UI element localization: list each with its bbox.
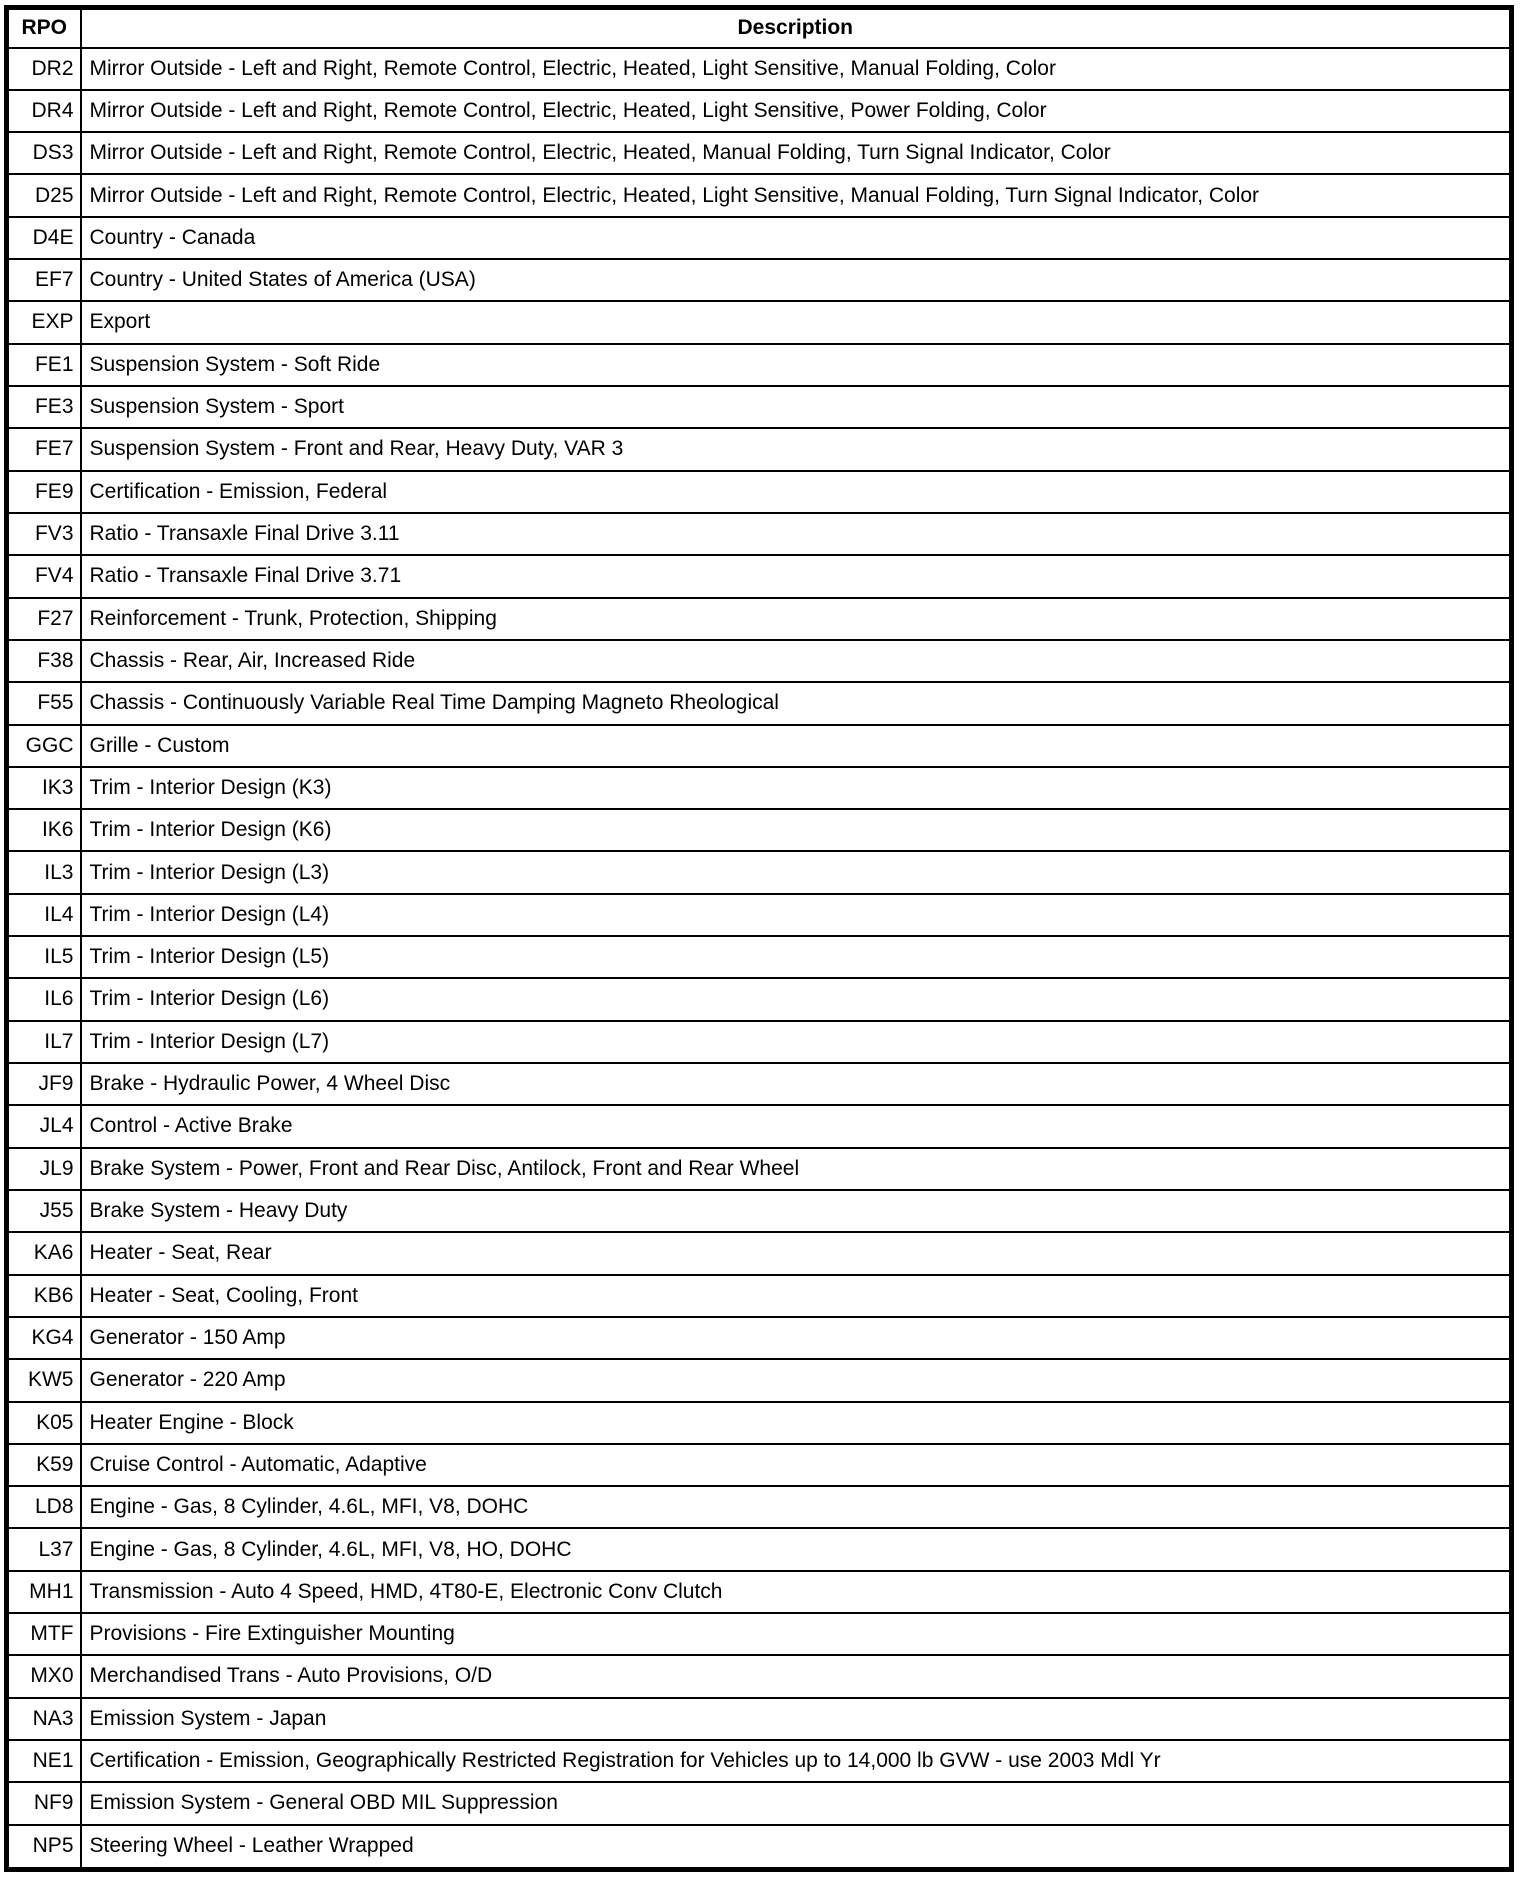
table-row: [7, 1613, 1512, 1655]
description-cell: Country - United States of America (USA): [81, 259, 1512, 301]
rpo-code-cell: NA3: [7, 1698, 81, 1740]
rpo-code-cell: D25: [7, 174, 81, 216]
rpo-code-cell: FV4: [7, 555, 81, 597]
description-cell: Mirror Outside - Left and Right, Remote Control, Electric, Heated, Light Sensitive, Manual Folding, Color: [81, 48, 1512, 90]
rpo-code-cell: KG4: [7, 1317, 81, 1359]
table-row: [7, 1148, 1512, 1190]
rpo-code-cell: J55: [7, 1190, 81, 1232]
rpo-code-cell: F27: [7, 598, 81, 640]
description-cell: Certification - Emission, Geographically Restricted Registration for Vehicles up to 14,000 lb GVW - use 2003 Mdl Yr: [81, 1740, 1512, 1782]
description-cell: Engine - Gas, 8 Cylinder, 4.6L, MFI, V8, HO, DOHC: [81, 1528, 1512, 1570]
description-cell: Ratio - Transaxle Final Drive 3.11: [81, 513, 1512, 555]
description-cell: Heater - Seat, Rear: [81, 1232, 1512, 1274]
table-row: [7, 1782, 1512, 1824]
description-cell: Mirror Outside - Left and Right, Remote Control, Electric, Heated, Light Sensitive, Manual Folding, Turn Signal Indicator, Color: [81, 174, 1512, 216]
rpo-code-cell: IL7: [7, 1021, 81, 1063]
rpo-code-cell: EF7: [7, 259, 81, 301]
table-row: [7, 1021, 1512, 1063]
table-row: [7, 428, 1512, 470]
description-cell: Trim - Interior Design (L3): [81, 851, 1512, 893]
rpo-code-cell: IK3: [7, 767, 81, 809]
table-row: [7, 1571, 1512, 1613]
table-row: [7, 809, 1512, 851]
description-cell: Reinforcement - Trunk, Protection, Shipping: [81, 598, 1512, 640]
description-cell: Emission System - Japan: [81, 1698, 1512, 1740]
table-row: [7, 90, 1512, 132]
rpo-code-cell: IL5: [7, 936, 81, 978]
rpo-code-cell: IL3: [7, 851, 81, 893]
table-row: [7, 174, 1512, 216]
table-row: [7, 1655, 1512, 1697]
rpo-code-cell: L37: [7, 1528, 81, 1570]
table-row: [7, 259, 1512, 301]
table-row: [7, 1105, 1512, 1147]
rpo-code-cell: K59: [7, 1444, 81, 1486]
rpo-code-cell: JF9: [7, 1063, 81, 1105]
rpo-code-cell: DR2: [7, 48, 81, 90]
table-row: [7, 1528, 1512, 1570]
table-row: [7, 471, 1512, 513]
table-row: [7, 767, 1512, 809]
table-row: [7, 1825, 1512, 1870]
rpo-code-cell: LD8: [7, 1486, 81, 1528]
rpo-code-cell: F38: [7, 640, 81, 682]
description-cell: Suspension System - Front and Rear, Heavy Duty, VAR 3: [81, 428, 1512, 470]
description-cell: Mirror Outside - Left and Right, Remote Control, Electric, Heated, Light Sensitive, Power Folding, Color: [81, 90, 1512, 132]
table-row: [7, 1359, 1512, 1401]
table-row: [7, 386, 1512, 428]
description-cell: Mirror Outside - Left and Right, Remote Control, Electric, Heated, Manual Folding, Turn Signal Indicator, Color: [81, 132, 1512, 174]
table-row: [7, 894, 1512, 936]
description-cell: Generator - 150 Amp: [81, 1317, 1512, 1359]
description-cell: Suspension System - Sport: [81, 386, 1512, 428]
description-cell: Steering Wheel - Leather Wrapped: [81, 1825, 1512, 1870]
rpo-code-cell: F55: [7, 682, 81, 724]
description-cell: Brake - Hydraulic Power, 4 Wheel Disc: [81, 1063, 1512, 1105]
description-column-header: Description: [81, 8, 1512, 48]
table-row: [7, 344, 1512, 386]
table-row: [7, 1063, 1512, 1105]
description-cell: Brake System - Heavy Duty: [81, 1190, 1512, 1232]
rpo-code-cell: NP5: [7, 1825, 81, 1870]
description-cell: Chassis - Continuously Variable Real Time Damping Magneto Rheological: [81, 682, 1512, 724]
description-cell: Heater Engine - Block: [81, 1402, 1512, 1444]
table-row: [7, 48, 1512, 90]
table-row: [7, 1317, 1512, 1359]
table-row: [7, 1444, 1512, 1486]
description-cell: Trim - Interior Design (L6): [81, 978, 1512, 1020]
table-row: [7, 682, 1512, 724]
rpo-code-cell: FV3: [7, 513, 81, 555]
rpo-code-cell: EXP: [7, 301, 81, 343]
rpo-code-cell: IK6: [7, 809, 81, 851]
description-cell: Trim - Interior Design (K3): [81, 767, 1512, 809]
description-cell: Merchandised Trans - Auto Provisions, O/D: [81, 1655, 1512, 1697]
description-cell: Chassis - Rear, Air, Increased Ride: [81, 640, 1512, 682]
rpo-code-cell: FE7: [7, 428, 81, 470]
description-cell: Transmission - Auto 4 Speed, HMD, 4T80-E, Electronic Conv Clutch: [81, 1571, 1512, 1613]
table-row: [7, 301, 1512, 343]
rpo-code-cell: KA6: [7, 1232, 81, 1274]
description-cell: Cruise Control - Automatic, Adaptive: [81, 1444, 1512, 1486]
rpo-code-cell: IL4: [7, 894, 81, 936]
table-row: [7, 217, 1512, 259]
rpo-code-cell: D4E: [7, 217, 81, 259]
rpo-code-cell: NF9: [7, 1782, 81, 1824]
table-row: [7, 640, 1512, 682]
description-cell: Grille - Custom: [81, 725, 1512, 767]
table-row: [7, 936, 1512, 978]
description-cell: Engine - Gas, 8 Cylinder, 4.6L, MFI, V8, DOHC: [81, 1486, 1512, 1528]
rpo-code-cell: DS3: [7, 132, 81, 174]
rpo-code-cell: JL9: [7, 1148, 81, 1190]
rpo-code-cell: MTF: [7, 1613, 81, 1655]
rpo-code-cell: IL6: [7, 978, 81, 1020]
description-cell: Trim - Interior Design (L5): [81, 936, 1512, 978]
table-body: [7, 48, 1512, 1870]
rpo-code-table: [4, 5, 1514, 1872]
rpo-code-cell: GGC: [7, 725, 81, 767]
rpo-code-cell: KW5: [7, 1359, 81, 1401]
table-row: [7, 725, 1512, 767]
table-row: [7, 132, 1512, 174]
description-cell: Provisions - Fire Extinguisher Mounting: [81, 1613, 1512, 1655]
table-row: [7, 1402, 1512, 1444]
description-cell: Country - Canada: [81, 217, 1512, 259]
rpo-code-cell: DR4: [7, 90, 81, 132]
description-cell: Ratio - Transaxle Final Drive 3.71: [81, 555, 1512, 597]
table-row: [7, 598, 1512, 640]
table-row: [7, 555, 1512, 597]
table-row: [7, 1740, 1512, 1782]
table-row: [7, 1486, 1512, 1528]
description-cell: Brake System - Power, Front and Rear Disc, Antilock, Front and Rear Wheel: [81, 1148, 1512, 1190]
description-cell: Export: [81, 301, 1512, 343]
description-cell: Trim - Interior Design (L7): [81, 1021, 1512, 1063]
description-cell: Suspension System - Soft Ride: [81, 344, 1512, 386]
rpo-code-cell: MH1: [7, 1571, 81, 1613]
rpo-column-header: RPO: [7, 8, 81, 48]
table-row: [7, 1232, 1512, 1274]
description-cell: Emission System - General OBD MIL Suppression: [81, 1782, 1512, 1824]
rpo-code-cell: JL4: [7, 1105, 81, 1147]
table-row: [7, 1698, 1512, 1740]
table-row: [7, 1190, 1512, 1232]
description-cell: Certification - Emission, Federal: [81, 471, 1512, 513]
table-row: [7, 978, 1512, 1020]
description-cell: Generator - 220 Amp: [81, 1359, 1512, 1401]
table-row: [7, 1275, 1512, 1317]
description-cell: Heater - Seat, Cooling, Front: [81, 1275, 1512, 1317]
table-row: [7, 851, 1512, 893]
rpo-code-cell: FE9: [7, 471, 81, 513]
table-row: [7, 513, 1512, 555]
rpo-code-cell: KB6: [7, 1275, 81, 1317]
rpo-code-cell: NE1: [7, 1740, 81, 1782]
description-cell: Trim - Interior Design (L4): [81, 894, 1512, 936]
rpo-code-cell: FE3: [7, 386, 81, 428]
rpo-code-cell: FE1: [7, 344, 81, 386]
rpo-code-cell: MX0: [7, 1655, 81, 1697]
header-row: [7, 8, 1512, 48]
description-cell: Control - Active Brake: [81, 1105, 1512, 1147]
description-cell: Trim - Interior Design (K6): [81, 809, 1512, 851]
rpo-code-cell: K05: [7, 1402, 81, 1444]
